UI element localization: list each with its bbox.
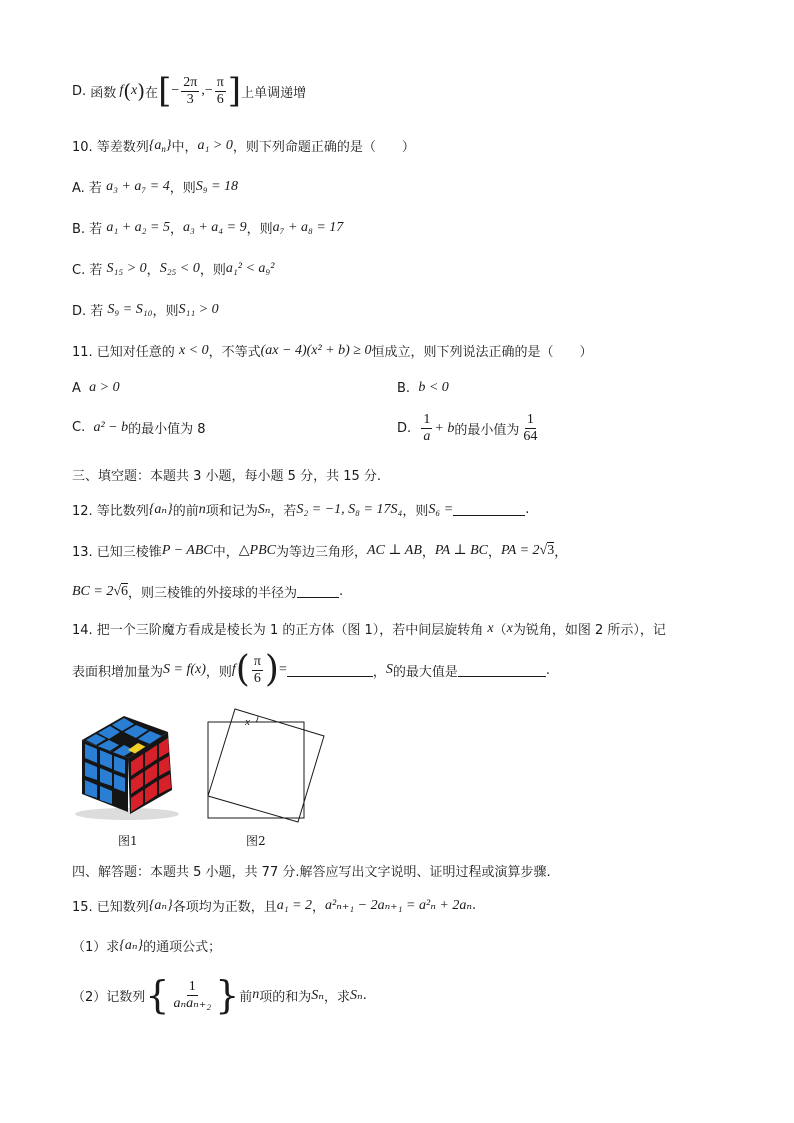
q11-option-a: A a > 0 bbox=[72, 380, 120, 396]
fraction-pi-6: $\frac{\pi}{6}$ bbox=[253, 653, 261, 686]
q14-line-2: 表面积增加量为 S = f(x) ，则 f ( $\frac{\pi}{6}$ ) = ， S 的最大值是 . bbox=[72, 649, 551, 690]
q11-option-c: C. a² − b 的最小值为 8 bbox=[72, 419, 206, 437]
figure-2-caption: 图2 bbox=[246, 834, 266, 848]
answer-blank[interactable] bbox=[453, 503, 525, 516]
fraction-1-a: $\frac{1}{a}$ bbox=[423, 412, 431, 444]
q11-option-d: D. $\frac{1}{a}$ + b 的最小值为 $\frac{1}{64}$ bbox=[397, 412, 538, 444]
answer-blank[interactable] bbox=[297, 585, 339, 598]
fraction-2pi-3: $\frac{2\pi}{3}$ bbox=[183, 74, 198, 107]
figure-1-caption: 图1 bbox=[118, 834, 138, 848]
rubiks-cube-image bbox=[72, 708, 182, 820]
angle-x-label: x bbox=[245, 716, 250, 728]
q11-option-b: B. b < 0 bbox=[397, 380, 449, 396]
fraction-1-over-an-an2: $\frac{1}{\text{aₙaₙ₊₂}}$ bbox=[173, 978, 212, 1011]
q15-part-2: （2）记数列 { $\frac{1}{\text{aₙaₙ₊₂}}$ } 前 n 项的和为 Sₙ ，求 Sₙ . bbox=[72, 973, 367, 1017]
q13-line-2: BC = 2 √ 6 ，则三棱锥的外接球的半径为 . bbox=[72, 583, 344, 601]
q9-option-d: D. 函数 f ( x ) 在 [ − $\frac{2\pi}{3}$ ,− $\frac{\pi}{6}$ ] 上单调递增 bbox=[72, 71, 307, 111]
answer-blank[interactable] bbox=[287, 664, 373, 677]
q10-option-a: A. 若 a₃ + a₇ = 4 ，则 S₉ = 18 bbox=[72, 178, 239, 196]
q13-line-1: 13. 已知三棱锥 P − ABC 中， △PBC 为等边三角形， AC ⊥ AB ， PA ⊥ BC ， PA = 2 √ 3 ， bbox=[72, 542, 568, 560]
q14-line-1: 14. 把一个三阶魔方看成是棱长为 1 的正方体（图 1），若中间层旋转角 x （ x 为锐角，如图 2 所示），记 bbox=[72, 620, 666, 638]
answer-blank[interactable] bbox=[458, 664, 546, 677]
q15-part-1: （1）求 {aₙ} 的通项公式； bbox=[72, 938, 222, 955]
fraction-1-64: $\frac{1}{64}$ bbox=[523, 412, 538, 444]
section-3-heading: 三、填空题：本题共 3 小题，每小题 5 分，共 15 分. bbox=[72, 469, 382, 484]
fraction-pi-6: $\frac{\pi}{6}$ bbox=[216, 74, 224, 107]
rotated-square-diagram bbox=[200, 704, 330, 826]
q12-stem: 12. 等比数列 {aₙ} 的前 n 项和记为 Sₙ ，若 S₂ = −1, S₈ = 17S₄ ，则 S₆ = . bbox=[72, 501, 530, 519]
q10-option-c: C. 若 S₁₅ > 0 ， S₂₅ < 0 ，则 a₁² < a₉² bbox=[72, 260, 275, 278]
section-4-heading: 四、解答题：本题共 5 小题，共 77 分.解答应写出文字说明、证明过程或演算步骤. bbox=[72, 865, 551, 880]
left-bracket: [ bbox=[158, 71, 172, 111]
q10-stem: 10. 等差数列 $\{a_n\}$ 中， a₁ > 0 ，则下列命题正确的是（ ） bbox=[72, 137, 415, 155]
q10-option-b: B. 若 a₁ + a₂ = 5 ， a₃ + a₄ = 9 ，则 a₇ + a₈ = 17 bbox=[72, 219, 344, 237]
q11-stem: 11. 已知对任意的 x < 0 ，不等式 (ax − 4)(x² + b) ≥ 0 恒成立，则下列说法正确的是（ ） bbox=[72, 342, 593, 360]
q10-option-d: D. 若 S₉ = S₁₀ ，则 S₁₁ > 0 bbox=[72, 301, 219, 319]
right-bracket: ] bbox=[227, 71, 242, 111]
q15-stem: 15. 已知数列 {aₙ} 各项均为正数，且 a₁ = 2 ， a²ₙ₊₁ − 2aₙ₊₁ = a²ₙ + 2aₙ . bbox=[72, 897, 477, 915]
